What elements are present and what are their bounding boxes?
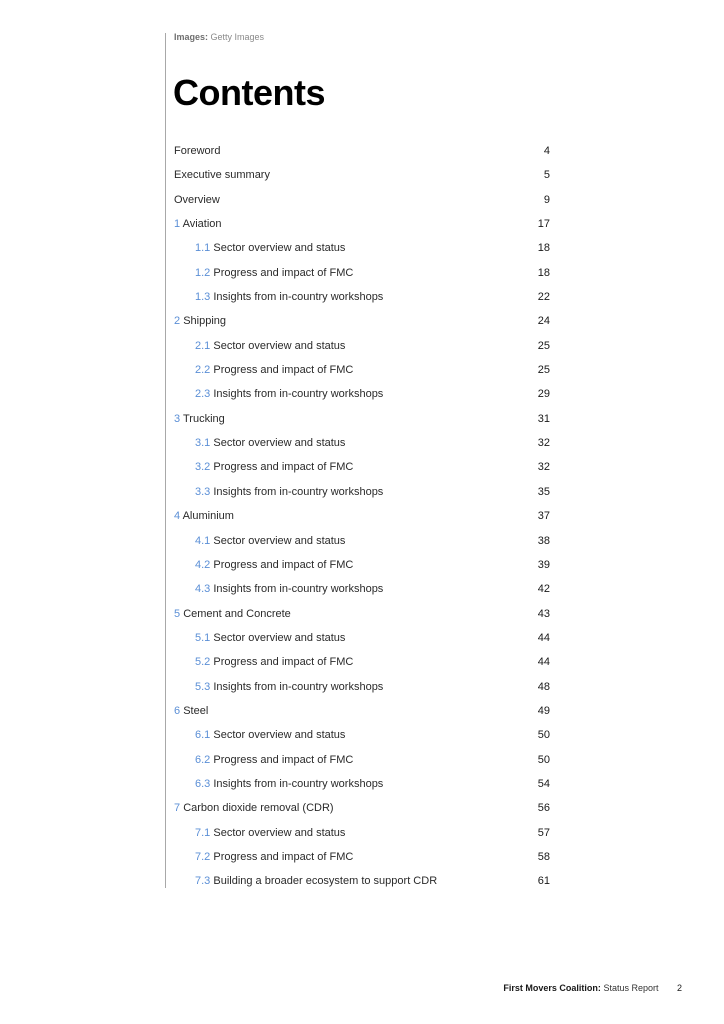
toc-entry-page[interactable]: 58 [537,850,550,863]
toc-entry-title[interactable] [195,362,353,378]
toc-entry-number: 6.1 [195,729,211,742]
toc-entry-label: Carbon dioxide removal (CDR) [183,802,334,815]
toc-entry[interactable] [174,411,550,435]
toc-entry-title[interactable] [174,800,334,816]
toc-entry-number: 5.3 [195,680,211,693]
toc-entry-label: Aviation [182,218,222,231]
toc-entry-number: 4.2 [195,558,211,571]
toc-entry-title[interactable] [195,557,353,573]
toc-entry-label: Progress and impact of FMC [213,656,354,669]
toc-entry-label: Foreword [174,145,221,157]
toc-entry-title[interactable] [174,703,208,719]
toc-entry-title[interactable] [195,727,345,743]
toc-entry[interactable] [174,679,550,703]
toc-entry-number: 3 [174,412,181,425]
footer-doc: Status Report [603,983,659,993]
toc-entry-title[interactable] [195,776,383,792]
toc-entry[interactable] [174,362,550,386]
toc-entry-title[interactable] [195,484,383,500]
toc-entry[interactable] [174,386,550,410]
toc-entry-label: Insights from in-country workshops [213,777,384,790]
toc-entry-title[interactable] [174,606,291,622]
toc-entry-page[interactable]: 50 [537,729,550,742]
toc-entry-label: Overview [174,193,220,206]
toc-entry-label: Sector overview and status [213,242,346,255]
toc-entry-title[interactable] [195,581,383,597]
toc-entry[interactable] [174,289,550,313]
toc-entry[interactable] [174,216,550,240]
toc-entry[interactable] [174,873,550,897]
toc-entry-number: 2 [174,315,181,328]
toc-entry[interactable] [174,265,550,289]
toc-entry-page[interactable]: 25 [537,339,550,352]
toc-entry-label: Insights from in-country workshops [213,291,384,304]
toc-entry-label: Trucking [182,412,225,425]
toc-entry-page[interactable]: 48 [537,680,550,693]
toc-entry[interactable] [174,192,550,216]
toc-entry[interactable] [174,484,550,508]
toc-entry-title[interactable] [195,873,437,889]
toc-entry[interactable] [174,557,550,581]
footer-org: First Movers Coalition: [503,983,601,993]
toc-entry-number: 5 [174,607,181,620]
toc-entry[interactable] [174,849,550,873]
toc-entry-page[interactable]: 5 [543,169,550,182]
toc-entry-number: 6.3 [195,777,211,790]
page-title: Contents [173,72,325,113]
toc-entry-page[interactable]: 39 [537,558,550,571]
footer-page-number: 2 [676,983,682,993]
toc-entry-page[interactable]: 56 [537,802,550,815]
toc-entry-number: 1.2 [195,266,211,279]
toc-entry[interactable] [174,654,550,678]
toc-entry-title[interactable] [195,338,345,354]
toc-entry-page[interactable]: 18 [537,266,550,279]
toc-entry-title[interactable] [195,240,345,256]
toc-entry-page[interactable]: 25 [537,364,550,377]
toc-entry[interactable] [174,752,550,776]
toc-entry-label: Progress and impact of FMC [213,850,354,863]
toc-entry-page[interactable]: 37 [537,510,550,523]
toc-entry[interactable] [174,508,550,532]
image-credit-text: Getty Images [210,32,265,42]
toc-entry-page[interactable]: 44 [537,656,550,669]
toc-entry[interactable] [174,703,550,727]
toc-entry-label: Progress and impact of FMC [213,753,354,766]
toc-entry-number: 3.1 [195,437,211,450]
toc-entry-page[interactable]: 44 [537,631,550,644]
toc-entry-title[interactable] [195,679,383,695]
toc-entry-title[interactable] [195,849,353,865]
toc-entry-number: 1.3 [195,291,211,304]
toc-entry-title[interactable] [195,752,353,768]
toc-entry-label: Sector overview and status [213,631,346,644]
toc-entry-title[interactable] [174,508,234,524]
toc-entry-label: Building a broader ecosystem to support CDR [213,875,438,888]
toc-entry-number: 7.3 [195,875,211,888]
page-footer [503,983,682,993]
toc-entry[interactable] [174,143,550,167]
toc-entry[interactable] [174,776,550,800]
toc-entry-label: Executive summary [174,169,270,182]
toc-entry-number: 5.1 [195,631,211,644]
toc-entry[interactable] [174,825,550,849]
toc-entry-page[interactable]: 17 [537,218,550,231]
toc-entry-page[interactable]: 32 [537,437,550,450]
toc-entry[interactable] [174,581,550,605]
toc-entry[interactable] [174,240,550,264]
toc-entry-title[interactable] [174,411,225,427]
toc-entry-label: Insights from in-country workshops [213,680,384,693]
toc-entry-label: Steel [183,704,209,717]
toc-entry-number: 7 [174,802,181,815]
toc-entry-label: Aluminium [182,510,234,523]
toc-entry[interactable] [174,459,550,483]
toc-entry-number: 2.1 [195,339,211,352]
toc-entry-page[interactable]: 31 [537,412,550,425]
toc-entry-number: 6.2 [195,753,211,766]
toc-entry-page[interactable]: 42 [537,583,550,596]
toc-entry[interactable] [174,435,550,459]
toc-entry[interactable] [174,313,550,337]
toc-entry-page[interactable]: 22 [537,291,550,304]
toc-entry-number: 3.2 [195,461,211,474]
toc-entry-label: Sector overview and status [213,534,346,547]
toc-entry-title[interactable] [195,533,345,549]
toc-entry[interactable] [174,727,550,751]
toc-entry-title[interactable] [195,435,345,451]
toc-entry-title[interactable] [195,825,345,841]
toc-entry[interactable] [174,606,550,630]
toc-entry-title[interactable] [195,289,383,305]
toc-entry-number: 2.3 [195,388,211,401]
toc-entry-page[interactable]: 9 [543,193,550,206]
vertical-rule [165,33,166,888]
toc-entry-number: 5.2 [195,656,211,669]
toc-entry-label: Progress and impact of FMC [213,364,354,377]
toc-entry-label: Sector overview and status [213,826,346,839]
toc-entry-label: Insights from in-country workshops [213,583,384,596]
toc-entry-page[interactable]: 4 [543,145,550,157]
toc-entry-title[interactable] [174,167,270,183]
toc-entry-label: Sector overview and status [213,339,346,352]
toc-entry-title[interactable] [195,265,353,281]
toc-entry-title[interactable] [174,192,220,208]
toc-entry-title[interactable] [195,459,353,475]
toc-entry-number: 2.2 [195,364,211,377]
toc-entry[interactable] [174,800,550,824]
image-credit-label: Images: [174,32,209,42]
toc-entry-number: 6 [174,704,181,717]
toc-entry-title[interactable] [174,143,220,159]
toc-entry-page[interactable]: 43 [537,607,550,620]
toc-entry-page[interactable]: 57 [537,826,550,839]
toc-entry-number: 7.2 [195,850,211,863]
toc-entry-label: Sector overview and status [213,729,346,742]
toc-entry-title[interactable] [174,313,226,329]
toc-entry-page[interactable]: 35 [537,485,550,498]
toc-entry-title[interactable] [195,630,345,646]
toc-entry-page[interactable]: 32 [537,461,550,474]
image-credit [174,32,264,42]
toc-entry-number: 7.1 [195,826,211,839]
toc-entry-number: 4.3 [195,583,211,596]
toc-entry-title[interactable] [195,654,353,670]
toc-entry-page[interactable]: 18 [537,242,550,255]
toc-entry-title[interactable] [174,216,222,232]
toc-entry-page[interactable]: 61 [537,875,550,888]
toc-entry-page[interactable]: 38 [537,534,550,547]
toc-entry[interactable] [174,630,550,654]
toc-entry[interactable] [174,338,550,362]
toc-entry-label: Progress and impact of FMC [213,266,354,279]
toc-entry-page[interactable]: 24 [537,315,550,328]
toc-entry-number: 1.1 [195,242,211,255]
toc-entry-page[interactable]: 49 [537,704,550,717]
table-of-contents [174,143,550,898]
toc-entry-label: Insights from in-country workshops [213,388,384,401]
toc-entry-title[interactable] [195,386,383,402]
toc-entry-page[interactable]: 29 [537,388,550,401]
toc-entry-number: 4.1 [195,534,211,547]
toc-entry-label: Progress and impact of FMC [213,558,354,571]
toc-entry-number: 1 [174,218,181,231]
toc-entry[interactable] [174,167,550,191]
toc-entry-label: Insights from in-country workshops [213,485,384,498]
toc-entry-label: Sector overview and status [213,437,346,450]
toc-entry-label: Progress and impact of FMC [213,461,354,474]
toc-entry-label: Cement and Concrete [183,607,291,620]
toc-entry-label: Shipping [183,315,227,328]
toc-entry-number: 3.3 [195,485,211,498]
toc-entry[interactable] [174,533,550,557]
toc-entry-page[interactable]: 50 [537,753,550,766]
toc-entry-page[interactable]: 54 [537,777,550,790]
toc-entry-number: 4 [174,510,181,523]
